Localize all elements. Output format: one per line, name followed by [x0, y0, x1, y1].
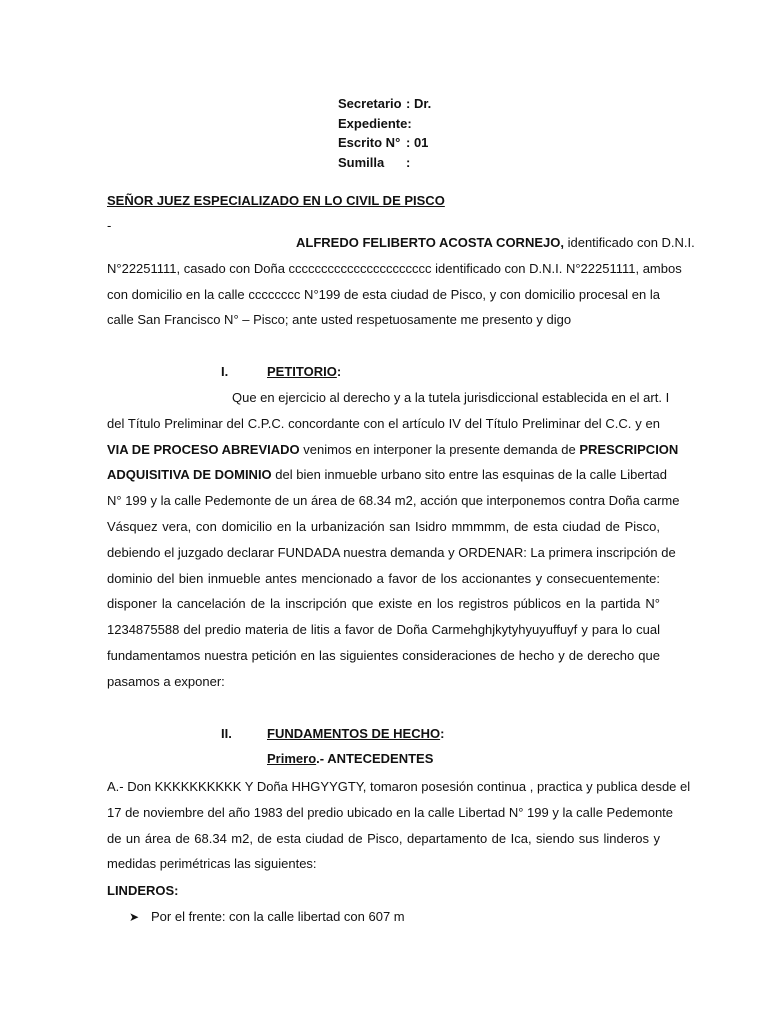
petitorio-line: del Título Preliminar del C.P.C. concordante con el artículo IV del Título Preliminar del C.C. y en	[107, 415, 660, 431]
petitorio-line: N° 199 y la calle Pedemonte de un área de 68.34 m2, acción que interponemos contra Doña carme	[107, 493, 680, 509]
arrow-bullet-icon: ➤	[129, 910, 140, 924]
petitorio-line: 1234875588 del predio materia de litis a favor de Doña Carmehghjkytyhyuyuffuyf y para lo cual	[107, 622, 660, 638]
antecedentes-line: de un área de 68.34 m2, de esta ciudad de Pisco, departamento de Ica, siendo sus linderos y	[107, 830, 660, 846]
petitorio-paragraph	[107, 385, 680, 695]
section-2-colon: :	[440, 726, 445, 741]
petitorio-line: fundamentamos nuestra petición en las siguientes consideraciones de hecho y de derecho que	[107, 647, 660, 663]
secretario-value: : Dr.	[406, 96, 432, 111]
intro-paragraph	[107, 230, 695, 333]
expediente-row	[338, 114, 431, 134]
escrito-row	[338, 133, 431, 153]
petitorio-line: disponer la cancelación de la inscripción que existe en los registros públicos en la partida N°	[107, 596, 660, 612]
antecedentes-line: A.- Don KKKKKKKKKK Y Doña HHGYYGTY, tomaron posesión continua , practica y publica desde el	[107, 779, 691, 794]
sumilla-row	[338, 153, 431, 173]
section-1-numeral: I.	[221, 364, 229, 379]
case-header	[338, 94, 431, 172]
escrito-value: : 01	[406, 135, 429, 150]
secretario-row	[338, 94, 431, 114]
petitorio-line4-rest: del bien inmueble urbano sito entre las esquinas de la calle Libertad	[275, 467, 667, 483]
adquisitiva-term: ADQUISITIVA DE DOMINIO	[107, 467, 272, 483]
section-2-numeral: II.	[221, 726, 232, 741]
petitorio-line	[107, 437, 679, 463]
escrito-label: Escrito N°	[338, 135, 401, 150]
plaintiff-name: ALFREDO FELIBERTO ACOSTA CORNEJO,	[296, 235, 564, 250]
petitorio-line: pasamos a exponer:	[107, 673, 225, 689]
proceso-abreviado: VIA DE PROCESO ABREVIADO	[107, 441, 300, 457]
petitorio-line: dominio del bien inmueble antes mencionado a favor de los accionantes y consecuentemente:	[107, 570, 660, 586]
addressee-heading: SEÑOR JUEZ ESPECIALIZADO EN LO CIVIL DE PISCO	[107, 193, 445, 208]
antecedentes-paragraph	[107, 774, 691, 877]
section-1-colon: :	[336, 364, 342, 379]
petitorio-line: Que en ejercicio al derecho y a la tutela jurisdiccional establecida en el art. I	[232, 390, 670, 405]
petitorio-line: Vásquez vera, con domicilio en la urbanización san Isidro mmmmm, de esta ciudad de Pisco,	[107, 518, 660, 534]
intro-line: calle San Francisco N° – Pisco; ante usted respetuosamente me presento y digo	[107, 312, 572, 328]
intro-line: con domicilio en la calle cccccccc N°199 de esta ciudad de Pisco, y con domicilio procesal en la	[107, 286, 660, 302]
antecedentes-label: .- ANTECEDENTES	[316, 751, 434, 766]
antecedentes-line: 17 de noviembre del año 1983 del predio ubicado en la calle Libertad N° 199 y la calle Pedemonte	[107, 804, 674, 820]
section-2-title: FUNDAMENTOS DE HECHO	[267, 726, 441, 741]
prescripcion-term: PRESCRIPCION	[579, 441, 679, 457]
intro-line	[107, 230, 695, 256]
expediente-label: Expediente:	[338, 115, 412, 131]
dash-mark: -	[107, 218, 112, 233]
linderos-heading: LINDEROS:	[107, 883, 179, 898]
secretario-label: Secretario	[338, 96, 402, 111]
intro-line1-rest: identificado con D.N.I.	[567, 235, 695, 250]
sumilla-label: Sumilla	[338, 154, 385, 170]
petitorio-line: debiendo el juzgado declarar FUNDADA nuestra demanda y ORDENAR: La primera inscripción de	[107, 544, 676, 560]
antecedentes-line: medidas perimétricas las siguientes:	[107, 856, 317, 872]
petitorio-line3-mid: venimos en interponer la presente demanda de	[303, 441, 576, 457]
subsection-primero	[267, 751, 433, 766]
primero-label: Primero	[267, 751, 317, 766]
section-1-title: PETITORIO	[267, 364, 337, 379]
section-2-heading	[267, 726, 444, 741]
lindero-bullet-item	[129, 909, 405, 924]
petitorio-line	[107, 462, 667, 488]
sumilla-value: :	[406, 154, 411, 170]
section-1-heading	[267, 364, 341, 379]
intro-line: N°22251111, casado con Doña cccccccccccccccccccccc identificado con D.N.I. N°22251111, ambos	[107, 260, 682, 276]
lindero-text: Por el frente: con la calle libertad con 607 m	[151, 909, 405, 924]
